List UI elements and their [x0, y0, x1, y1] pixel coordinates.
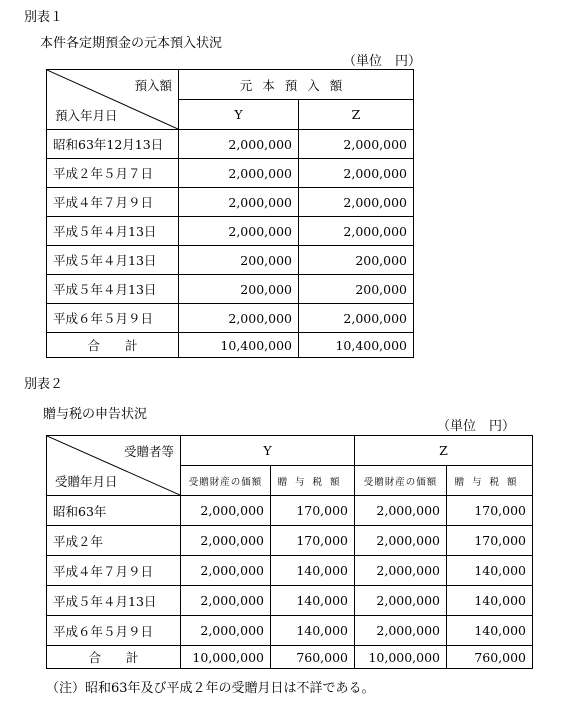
row-z: 2,000,000: [299, 188, 414, 217]
row-z-value: 2,000,000: [355, 556, 447, 586]
table2-sub-tax-y: 贈与税額: [271, 466, 355, 496]
row-z-value: 2,000,000: [355, 496, 447, 526]
row-z-tax: 170,000: [447, 496, 533, 526]
total-z: 10,400,000: [299, 333, 414, 358]
footnote: （注）昭和63年及び平成２年の受贈月日は不詳である。: [46, 681, 375, 696]
table1-unit: （単位 円）: [343, 54, 422, 69]
total-y-tax: 760,000: [271, 646, 355, 669]
row-date: 平成６年５月９日: [47, 304, 179, 333]
table-row: [47, 556, 533, 586]
table2-corner-header: [47, 436, 181, 496]
table2-sub-value-y: 受贈財産の価額: [181, 466, 271, 496]
table-row: [47, 304, 414, 333]
table1-col-z: Z: [299, 100, 414, 130]
row-y-tax: 170,000: [271, 496, 355, 526]
row-z: 200,000: [299, 275, 414, 304]
table2-corner-bottom: 受贈年月日: [55, 474, 118, 489]
table-row: [47, 246, 414, 275]
table-row: [47, 275, 414, 304]
row-date: 平成５年４月13日: [47, 275, 179, 304]
row-date: 昭和63年: [47, 496, 181, 526]
row-y-value: 2,000,000: [181, 496, 271, 526]
row-date: 平成２年: [47, 526, 181, 556]
row-date: 平成２年５月７日: [47, 159, 179, 188]
row-y: 200,000: [179, 246, 299, 275]
row-z: 2,000,000: [299, 304, 414, 333]
table-row: [47, 130, 414, 159]
table2-col-y: Y: [181, 436, 355, 466]
row-y-value: 2,000,000: [181, 526, 271, 556]
row-y-tax: 140,000: [271, 556, 355, 586]
table-row: [47, 188, 414, 217]
row-z-value: 2,000,000: [355, 526, 447, 556]
row-y-tax: 170,000: [271, 526, 355, 556]
row-y-value: 2,000,000: [181, 556, 271, 586]
table1-corner-top: 預入額: [134, 78, 172, 93]
row-date: 平成４年７月９日: [47, 188, 179, 217]
table-row: [47, 159, 414, 188]
table2-col-z: Z: [355, 436, 533, 466]
table-row: [47, 217, 414, 246]
table2-title: 贈与税の申告状況: [43, 407, 148, 422]
table2: [46, 435, 533, 669]
row-date: 平成５年４月13日: [47, 586, 181, 616]
row-y: 2,000,000: [179, 304, 299, 333]
row-y: 2,000,000: [179, 217, 299, 246]
table2-sub-value-z: 受贈財産の価額: [355, 466, 447, 496]
row-z: 200,000: [299, 246, 414, 275]
total-y: 10,400,000: [179, 333, 299, 358]
row-y-tax: 140,000: [271, 586, 355, 616]
table-row: [47, 586, 533, 616]
row-z-tax: 140,000: [447, 586, 533, 616]
table-total-row: [47, 646, 533, 669]
table-total-row: [47, 333, 414, 358]
row-z-tax: 140,000: [447, 556, 533, 586]
table2-corner-top: 受贈者等: [123, 444, 174, 459]
row-y: 2,000,000: [179, 159, 299, 188]
row-y-value: 2,000,000: [181, 616, 271, 646]
table1-corner-bottom: 預入年月日: [55, 108, 118, 123]
row-z-value: 2,000,000: [355, 616, 447, 646]
table2-section-label: 別表２: [24, 377, 64, 392]
table1-title: 本件各定期預金の元本預入状況: [40, 36, 223, 51]
table2-sub-tax-z: 贈与税額: [447, 466, 533, 496]
row-z-value: 2,000,000: [355, 586, 447, 616]
row-y-tax: 140,000: [271, 616, 355, 646]
row-date: 昭和63年12月13日: [47, 130, 179, 159]
total-label: 合 計: [47, 646, 181, 669]
row-date: 平成５年４月13日: [47, 246, 179, 275]
total-y-value: 10,000,000: [181, 646, 271, 669]
total-z-value: 10,000,000: [355, 646, 447, 669]
total-z-tax: 760,000: [447, 646, 533, 669]
table1-col-y: Y: [179, 100, 299, 130]
row-y: 2,000,000: [179, 188, 299, 217]
table1: [46, 69, 414, 358]
table-row: [47, 616, 533, 646]
table1-corner-header: [47, 70, 179, 130]
table-row: [47, 526, 533, 556]
total-label: 合 計: [47, 333, 179, 358]
row-date: 平成６年５月９日: [47, 616, 181, 646]
row-z: 2,000,000: [299, 159, 414, 188]
row-z-tax: 140,000: [447, 616, 533, 646]
row-z: 2,000,000: [299, 217, 414, 246]
row-date: 平成４年７月９日: [47, 556, 181, 586]
table1-section-label: 別表１: [24, 10, 64, 25]
row-y: 2,000,000: [179, 130, 299, 159]
table2-unit: （単位 円）: [437, 419, 516, 434]
row-y: 200,000: [179, 275, 299, 304]
row-z-tax: 170,000: [447, 526, 533, 556]
table1-group-header: 元本預入額: [179, 70, 414, 100]
table-row: [47, 496, 533, 526]
row-date: 平成５年４月13日: [47, 217, 179, 246]
row-y-value: 2,000,000: [181, 586, 271, 616]
row-z: 2,000,000: [299, 130, 414, 159]
